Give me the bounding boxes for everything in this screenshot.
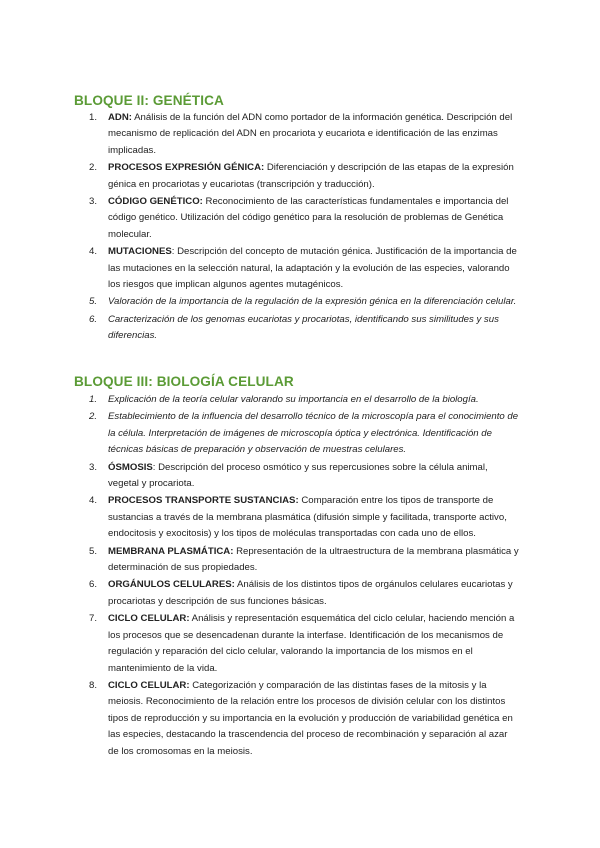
item-text: Establecimiento de la influencia del desarrollo técnico de la microscopía para el conocimiento de la célula. Interpretación de imágenes de microscopía óptica y electrónica. Identificación de técnicas básicas de preparación y observación de muestras celulares.	[108, 411, 519, 456]
item-number: 1.	[89, 112, 98, 123]
item-number: 7.	[89, 613, 98, 625]
item-number: 5.	[89, 296, 98, 308]
item-label: CICLO CELULAR:	[108, 679, 190, 691]
item-label: CÓDIGO GENÉTICO:	[108, 196, 203, 208]
list-item	[0, 392, 520, 408]
section-title-genetica: BLOQUE II: GENÉTICA	[74, 93, 224, 108]
item-text: Comparación entre los tipos de transporte de sustancias a través de la membrana plasmática (difusión simple y facilitada, transporte activo, endocitosis y exocitosis) y los tipos de moléculas transportadas con cada uno de ellos.	[108, 495, 507, 540]
item-text: Representación de la ultraestructura de la membrana plasmática y determinación de sus propiedades.	[108, 545, 519, 574]
genetica-list	[0, 110, 520, 346]
list-item	[0, 294, 520, 310]
item-label: MEMBRANA PLASMÁTICA:	[108, 545, 234, 557]
item-text: Análisis y representación esquemática del ciclo celular, haciendo mención a los procesos que se desencadenan durante la interfase. Identificación de los mecanismos de regulación y reparación del ciclo celular, valorando la importancia de los mismos en el mantenimiento de la vida.	[108, 613, 515, 674]
item-number: 1.	[89, 394, 98, 405]
item-text: Categorización y comparación de las distintas fases de la mitosis y la meiosis. Reconocimiento de la relación entre los procesos de división celular con los distintos tipos de reproducción y su importancia en la evolución y producción de variabilidad genética en las especies, destacando la trascendencia del proceso de recombinación y separación al azar de los cromosomas en la meiosis.	[108, 679, 513, 757]
item-label: MUTACIONES	[108, 246, 172, 258]
list-item	[0, 409, 520, 458]
item-label: PROCESOS TRANSPORTE SUSTANCIAS:	[108, 495, 299, 507]
item-label: ORGÁNULOS CELULARES:	[108, 579, 235, 591]
list-item	[0, 110, 520, 159]
item-label: ADN:	[108, 112, 132, 123]
item-number: 3.	[89, 196, 98, 208]
item-number: 2.	[89, 162, 98, 174]
item-label: PROCESOS EXPRESIÓN GÉNICA:	[108, 162, 265, 174]
item-number: 6.	[89, 579, 98, 591]
list-item	[0, 493, 520, 542]
item-label: CICLO CELULAR:	[108, 613, 190, 625]
item-text: Análisis de los distintos tipos de orgánulos celulares eucariotas y procariotas y descripción de sus funciones básicas.	[108, 579, 513, 607]
item-text: Diferenciación y descripción de las etapas de la expresión génica en procariotas y eucariotas (transcripción y traducción).	[108, 162, 514, 190]
item-number: 4.	[89, 246, 98, 258]
list-item	[0, 611, 520, 677]
list-item	[0, 544, 520, 577]
item-text: : Descripción del proceso osmótico y sus repercusiones sobre la célula animal, vegetal y procariota.	[108, 461, 488, 490]
item-number: 2.	[89, 411, 98, 423]
item-text: Reconocimiento de las características fundamentales e importancia del código genético. Utilización del código genético para la resolución de problemas de Genética molecular.	[108, 196, 509, 240]
item-text: Análisis de la función del ADN como portador de la información genética. Descripción del mecanismo de replicación del ADN en procariota y eucariota e identificación de las enzimas implicadas.	[108, 112, 513, 156]
list-item	[0, 312, 520, 345]
item-label: ÓSMOSIS	[108, 461, 153, 473]
item-text: Explicación de la teoría celular valorando su importancia en el desarrollo de la biología.	[108, 394, 479, 405]
item-number: 5.	[89, 545, 98, 557]
item-number: 3.	[89, 461, 98, 473]
section-title-biologia-celular: BLOQUE III: BIOLOGÍA CELULAR	[74, 374, 294, 389]
item-text: : Descripción del concepto de mutación génica. Justificación de la importancia de las mutaciones en la selección natural, la adaptación y la evolución de las especies, valorando los riesgos que implican algunos agentes mutagénicos.	[108, 246, 517, 291]
list-item	[0, 160, 520, 193]
list-item	[0, 194, 520, 243]
item-number: 6.	[89, 313, 98, 325]
list-item	[0, 577, 520, 610]
biologia-celular-list	[0, 392, 520, 761]
item-text: Caracterización de los genomas eucariotas y procariotas, identificando sus similitudes y sus diferencias.	[108, 313, 499, 342]
list-item	[0, 460, 520, 493]
item-number: 4.	[89, 495, 98, 507]
list-item	[0, 244, 520, 293]
list-item	[0, 678, 520, 760]
item-text: Valoración de la importancia de la regulación de la expresión génica en la diferenciación celular.	[108, 296, 517, 308]
item-number: 8.	[89, 679, 98, 691]
